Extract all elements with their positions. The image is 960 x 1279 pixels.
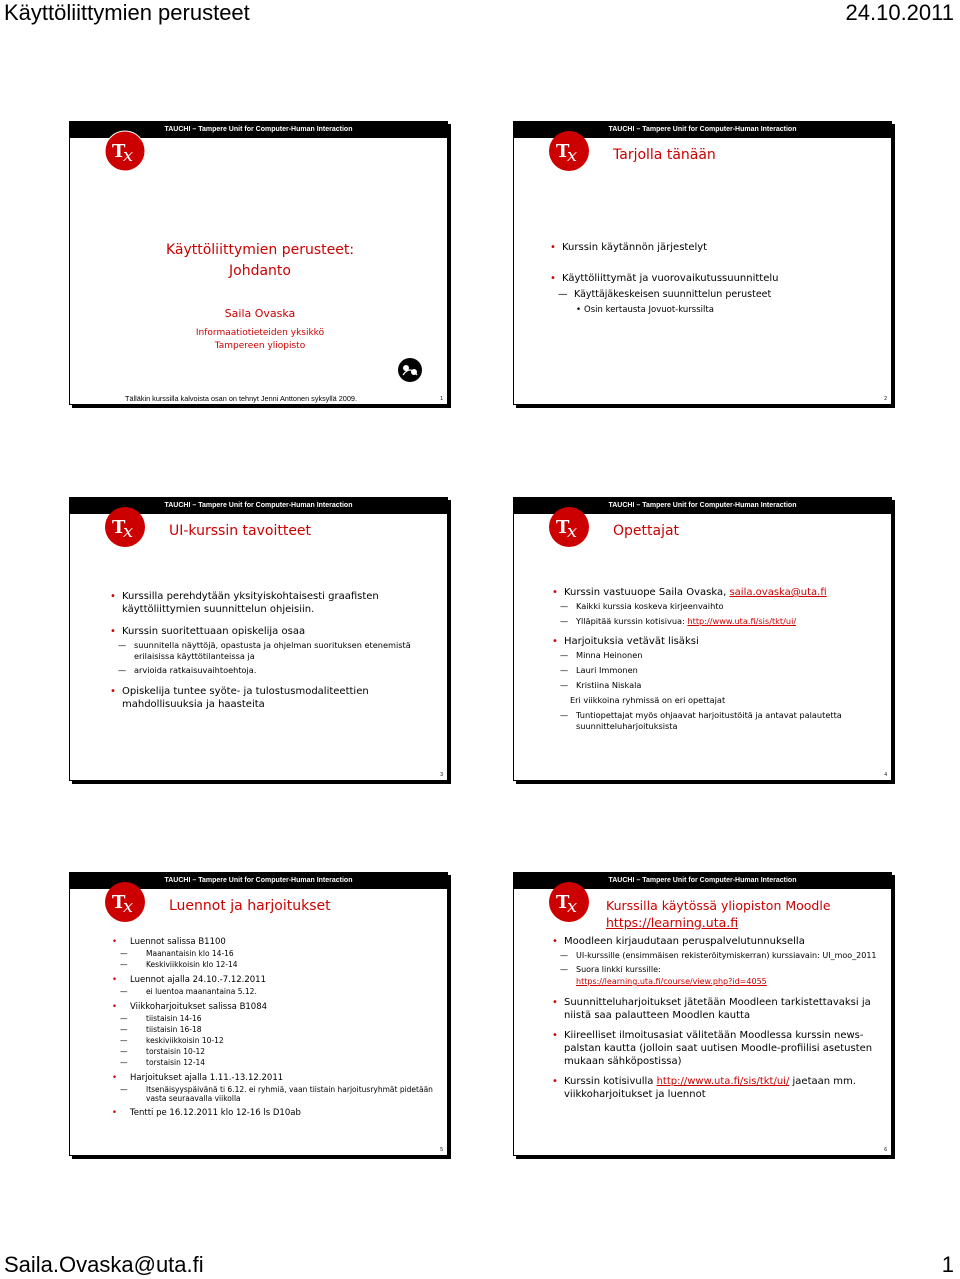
page-number: 1 xyxy=(941,1252,954,1277)
slide-header: TAUCHI – Tampere Unit for Computer-Human Interaction xyxy=(514,122,891,138)
bullet: • Luennot salissa B1100 xyxy=(110,937,440,948)
slide-1 xyxy=(69,121,448,405)
slide-5 xyxy=(69,872,448,1156)
svg-text:x: x xyxy=(123,896,134,917)
slide-title: Käyttöliittymien perusteet: Johdanto xyxy=(165,242,355,279)
tauchi-logo-icon xyxy=(102,127,148,173)
svg-text:T: T xyxy=(112,517,126,538)
unit: Informaatiotieteiden yksikkö xyxy=(195,328,325,338)
slide-header: TAUCHI – Tampere Unit for Computer-Human Interaction xyxy=(70,498,447,514)
slide-number: 4 xyxy=(884,772,887,778)
svg-text:T: T xyxy=(112,892,126,913)
slide-title: Tarjolla tänään xyxy=(613,147,716,163)
svg-text:x: x xyxy=(567,521,578,542)
svg-text:T: T xyxy=(112,141,126,162)
bullet: • Kiireelliset ilmoitusasiat välitetään Moodlessa kurssin news-palstan kautta (jolloin saat uutisen Moodle-profiilisi asetusten mukaan sähköpostissa) xyxy=(550,1029,885,1068)
tauchi-logo-icon xyxy=(102,503,148,549)
bullet: • Käyttöliittymät ja vuorovaikutussuunnittelu xyxy=(548,272,878,285)
sub-bullet: — Kristiina Niskala xyxy=(550,680,880,691)
sub-bullet: — tiistaisin 14-16 xyxy=(110,1014,440,1024)
slide-2 xyxy=(513,121,892,405)
bullet: • Moodleen kirjaudutaan peruspalvelutunnuksella xyxy=(550,935,885,948)
tauchi-logo-icon xyxy=(546,503,592,549)
bullet: • Kurssin käytännön järjestelyt xyxy=(548,241,878,254)
sub-bullet: — Suora linkki kurssille: https://learning.uta.fi/course/view.php?id=4055 xyxy=(550,964,885,988)
bullet: • Viikkoharjoitukset salissa B1084 xyxy=(110,1002,440,1013)
svg-text:T: T xyxy=(556,141,570,162)
bullet: • Opiskelija tuntee syöte- ja tulostusmodaliteettien mahdollisuuksia ja haasteita xyxy=(108,685,428,711)
slide-header: TAUCHI – Tampere Unit for Computer-Human Interaction xyxy=(514,498,891,514)
slide-footer-note: Tälläkin kurssilla kalvoista osan on tehnyt Jenni Anttonen syksyllä 2009. xyxy=(125,394,358,403)
sub-bullet: — Itsenäisyyspäivänä ti 6.12. ei ryhmiä, vaan tiistain harjoitusryhmät pidetään vasta seuraavalla viikolla xyxy=(110,1085,436,1103)
sub-bullet: — Minna Heinonen xyxy=(550,650,880,661)
bullet: • Harjoituksia vetävät lisäksi xyxy=(550,635,880,648)
author: Saila Ovaska xyxy=(224,307,296,320)
bullet: • Kurssin suoritettuaan opiskelija osaa xyxy=(108,625,428,638)
sub-bullet: — Käyttäjäkeskeisen suunnittelun perusteet xyxy=(548,288,878,302)
slide-title: Kurssilla käytössä yliopiston Moodle https://learning.uta.fi xyxy=(606,898,831,930)
sub-bullet: — keskiviikkoisin 10-12 xyxy=(110,1036,440,1046)
page-title: Käyttöliittymien perusteet xyxy=(4,0,250,25)
sub-sub-bullet: • Osin kertausta Jovuot-kurssilta xyxy=(548,305,878,315)
course-homepage-link[interactable]: http://www.uta.fi/sis/tkt/ui/ xyxy=(656,1076,790,1087)
sub-bullet: — Keskiviikkoisin klo 12-14 xyxy=(110,960,440,970)
sub-bullet: — suunnitella näyttöjä, opastusta ja ohjelman suorituksen etenemistä erilaisissa käyttötilanteissa ja xyxy=(108,640,428,662)
bullet: • Kurssin vastuuope Saila Ovaska, saila.ovaska@uta.fi xyxy=(550,586,880,599)
sub-bullet: — UI-kurssille (ensimmäisen rekisteröitymiskerran) kurssiavain: UI_moo_2011 xyxy=(550,950,885,962)
bullet: • Kurssilla perehdytään yksityiskohtaisesti graafisten käyttöliittymien suunnittelun ohjeisiin. xyxy=(108,590,428,616)
university: Tampereen yliopisto xyxy=(214,341,306,351)
bullet: • Luennot ajalla 24.10.-7.12.2011 xyxy=(110,975,440,986)
course-homepage-link[interactable]: http://www.uta.fi/sis/tkt/ui/ xyxy=(687,616,797,626)
svg-text:T: T xyxy=(556,892,570,913)
slide-number: 5 xyxy=(440,1147,443,1153)
tauchi-logo-icon xyxy=(546,127,592,173)
slide-6 xyxy=(513,872,892,1156)
slide-title: Opettajat xyxy=(613,523,680,539)
slide-4 xyxy=(513,497,892,781)
svg-text:x: x xyxy=(567,145,578,166)
slide-3 xyxy=(69,497,448,781)
svg-text:x: x xyxy=(123,145,134,166)
sub-bullet: — Kaikki kurssia koskeva kirjeenvaihto xyxy=(550,601,880,612)
slide-header: TAUCHI – Tampere Unit for Computer-Human Interaction xyxy=(70,873,447,889)
slide-header: TAUCHI – Tampere Unit for Computer-Human Interaction xyxy=(70,122,447,138)
sub-bullet: — ei luentoa maanantaina 5.12. xyxy=(110,987,440,997)
sub-bullet: — Lauri Immonen xyxy=(550,665,880,676)
tauchi-logo-icon xyxy=(546,878,592,924)
sub-bullet: — Tuntiopettajat myös ohjaavat harjoitustöitä ja antavat palautetta suunnitteluharjoituksista xyxy=(550,710,880,732)
sub-bullet: — Ylläpitää kurssin kotisivua: http://www.uta.fi/sis/tkt/ui/ xyxy=(550,616,880,627)
bullet: • Suunnitteluharjoitukset jätetään Moodleen tarkistettavaksi ja niistä saa palautteen Moodlen kautta xyxy=(550,996,885,1022)
bullet: • Harjoitukset ajalla 1.11.-13.12.2011 xyxy=(110,1073,440,1084)
sub-bullet: — torstaisin 12-14 xyxy=(110,1058,440,1068)
moodle-link[interactable]: https://learning.uta.fi xyxy=(606,915,739,930)
sub-bullet: — arvioida ratkaisuvaihtoehtoja. xyxy=(108,665,428,676)
svg-text:x: x xyxy=(567,896,578,917)
slide-number: 3 xyxy=(440,772,443,778)
email-link[interactable]: saila.ovaska@uta.fi xyxy=(729,587,827,598)
sub-bullet: — Maanantaisin klo 14-16 xyxy=(110,949,440,959)
slide-number: 6 xyxy=(884,1147,887,1153)
slide-number: 2 xyxy=(884,396,887,402)
sub-bullet: — tiistaisin 16-18 xyxy=(110,1025,440,1035)
svg-text:T: T xyxy=(556,517,570,538)
slide-header: TAUCHI – Tampere Unit for Computer-Human Interaction xyxy=(514,873,891,889)
page-date: 24.10.2011 xyxy=(845,0,954,25)
slide-title: UI-kurssin tavoitteet xyxy=(169,523,312,539)
sub-bullet: — torstaisin 10-12 xyxy=(110,1047,440,1057)
slide-number: 1 xyxy=(440,396,443,402)
tauchi-logo-icon xyxy=(102,878,148,924)
bullet: • Kurssin kotisivulla http://www.uta.fi/sis/tkt/ui/ jaetaan mm. viikkoharjoitukset ja luennot xyxy=(550,1075,885,1101)
course-link[interactable]: https://learning.uta.fi/course/view.php?id=4055 xyxy=(576,977,767,986)
plain-text: Eri viikkoina ryhmissä on eri opettajat xyxy=(570,695,726,705)
slide-title: Luennot ja harjoitukset xyxy=(169,898,331,914)
university-emblem-icon xyxy=(395,355,425,385)
svg-text:x: x xyxy=(123,521,134,542)
page-email: Saila.Ovaska@uta.fi xyxy=(4,1252,204,1277)
bullet: • Tentti pe 16.12.2011 klo 12-16 ls D10ab xyxy=(110,1108,440,1119)
